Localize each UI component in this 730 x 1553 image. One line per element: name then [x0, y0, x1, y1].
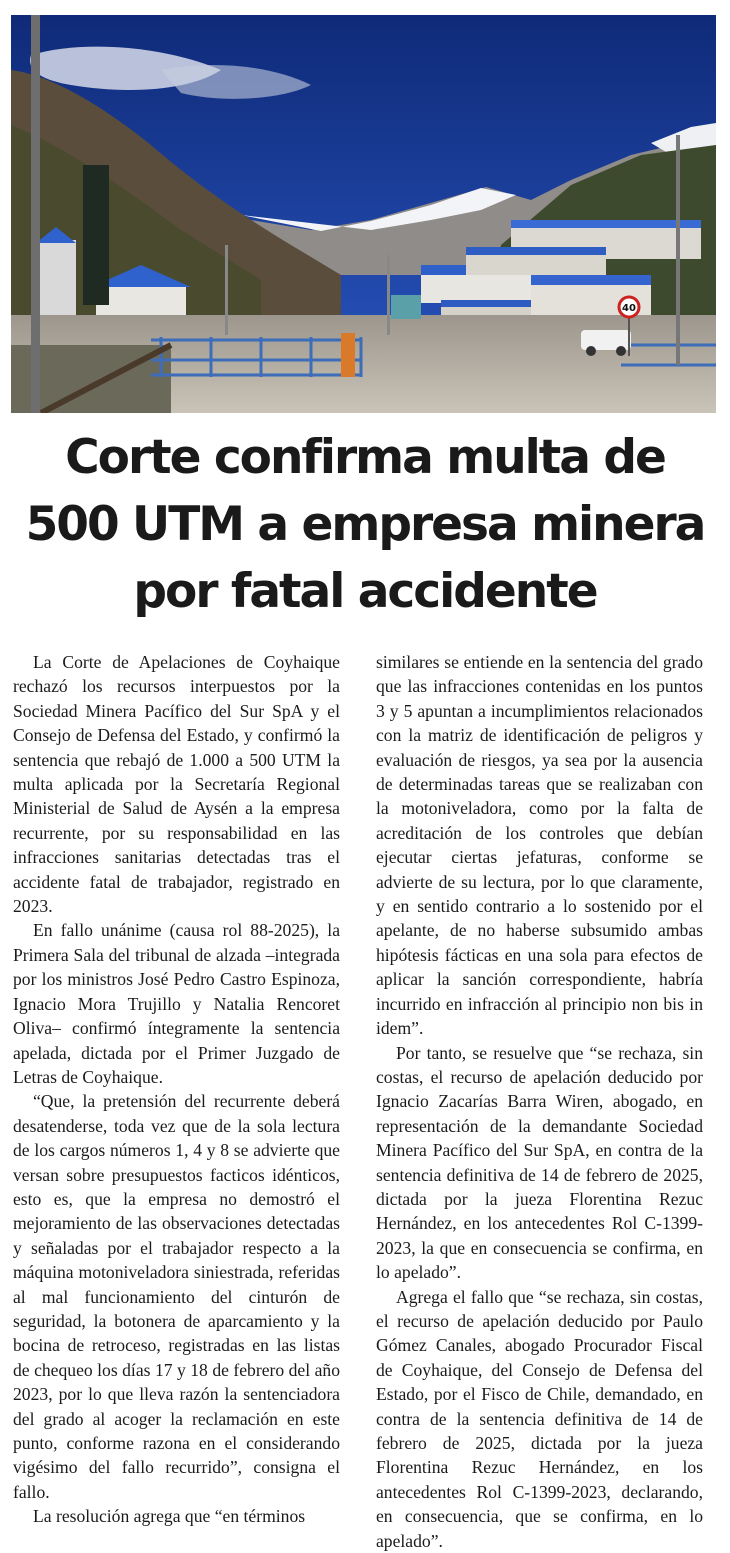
- paragraph: similares se entiende en la sentencia del grado que las infracciones contenidas en los puntos 3 y 5 apuntan a incumplimientos relacionados con la matriz de identificación de peligros y evaluación de riesgos, ya sea por la ausencia de determinadas tareas que se realizaban con la motoniveladora, como por la falta de acreditación de los controles que debían ejecutar ciertas jefaturas, conforme se advierte de su lectura, por lo que claramente, y en sentido contrario a lo sostenido por el apelante, de no haberse subsumido ambas hipótesis fácticas en una sola para efectos de aplicar la sanción correspondiente, habría incurrido en infracción al principio non bis in idem”.: [376, 652, 703, 1039]
- paragraph: En fallo unánime (causa rol 88-2025), la Primera Sala del tribunal de alzada –integrada por los ministros José Pedro Castro Espinoza, Ignacio Mora Trujillo y Natalia Rencoret Oliva– confirmó íntegramente la sentencia apelada, dictada por el Primer Juzgado de Letras de Coyhaique.: [13, 920, 340, 1087]
- pole: [31, 15, 40, 413]
- paragraph: Agrega el fallo que “se rechaza, sin costas, el recurso de apelación deducido por Paulo Gómez Canales, abogado Procurador Fiscal de Coyhaique, del Consejo de Defensa del Estado, por el Fisco de Chile, demandado, en contra de la sentencia definitiva de 14 de febrero de 2025, dictada por la jueza Florentina Rezuc Hernández, en los antecedentes Rol C-1399-2023, declarando, en consecuencia, que se confirma, en lo apelado”.: [376, 1286, 703, 1551]
- mine-site-photo: [11, 15, 716, 413]
- building: [466, 253, 606, 275]
- paragraph: Por tanto, se resuelve que “se rechaza, sin costas, el recurso de apelación deducido por Ignacio Zacarías Barra Wiren, abogado, en representación de la demandante Sociedad Minera Pacífico del Sur SpA, en contra de la sentencia definitiva de 14 de febrero de 2025, dictada por la jueza Florentina Rezuc Hernández, en los antecedentes Rol C-1399-2023, la que en consecuencia se confirma, en lo apelado”.: [376, 1042, 703, 1283]
- headline-line: Corte confirma multa de: [65, 430, 665, 485]
- article-headline: [0, 424, 730, 625]
- article-photo: [11, 15, 716, 413]
- building: [421, 273, 541, 303]
- info-sign: [391, 295, 421, 319]
- article-column-right: [376, 650, 703, 1553]
- speed-sign-value: 40: [622, 303, 636, 314]
- headline-line: 500 UTM a empresa minera: [25, 497, 705, 552]
- headline-line: por fatal accidente: [133, 564, 597, 619]
- paragraph: “Que, la pretensión del recurrente deberá desatenderse, toda vez que de la sola lectura de los cargos números 1, 4 y 8 se advierte que versan sobre presupuestos facticos idénticos, esto es, que la empresa no demostró el mejoramiento de las observaciones detectadas y señaladas por el trabajador respecto a la máquina motoniveladora siniestrada, referidas al mal funcionamiento del cinturón de seguridad, la botonera de aparcamiento y la bocina de retroceso, registradas en las listas de chequeo los días 17 y 18 de febrero del año 2023, por lo que lleva razón la sentenciadora del grado al acoger la reclamación en este punto, conforme razona en el considerando vigésimo del fallo recurrido”, consigna el fallo.: [13, 1091, 340, 1502]
- barrier-post: [341, 333, 355, 377]
- paragraph: La resolución agrega que “en términos: [33, 1506, 306, 1527]
- article-column-left: [13, 650, 340, 1529]
- paragraph: La Corte de Apelaciones de Coyhaique rechazó los recursos interpuestos por la Sociedad Minera Pacífico del Sur SpA y el Consejo de Defensa del Estado, y confirmó la sentencia que rebajó de 1.000 a 500 UTM la multa aplicada por la Secretaría Regional Ministerial de Salud de Aysén a la empresa recurrente, por su responsabilidad en las infracciones sanitarias detectadas tras el accidente fatal de trabajador, registrado en 2023.: [13, 652, 340, 917]
